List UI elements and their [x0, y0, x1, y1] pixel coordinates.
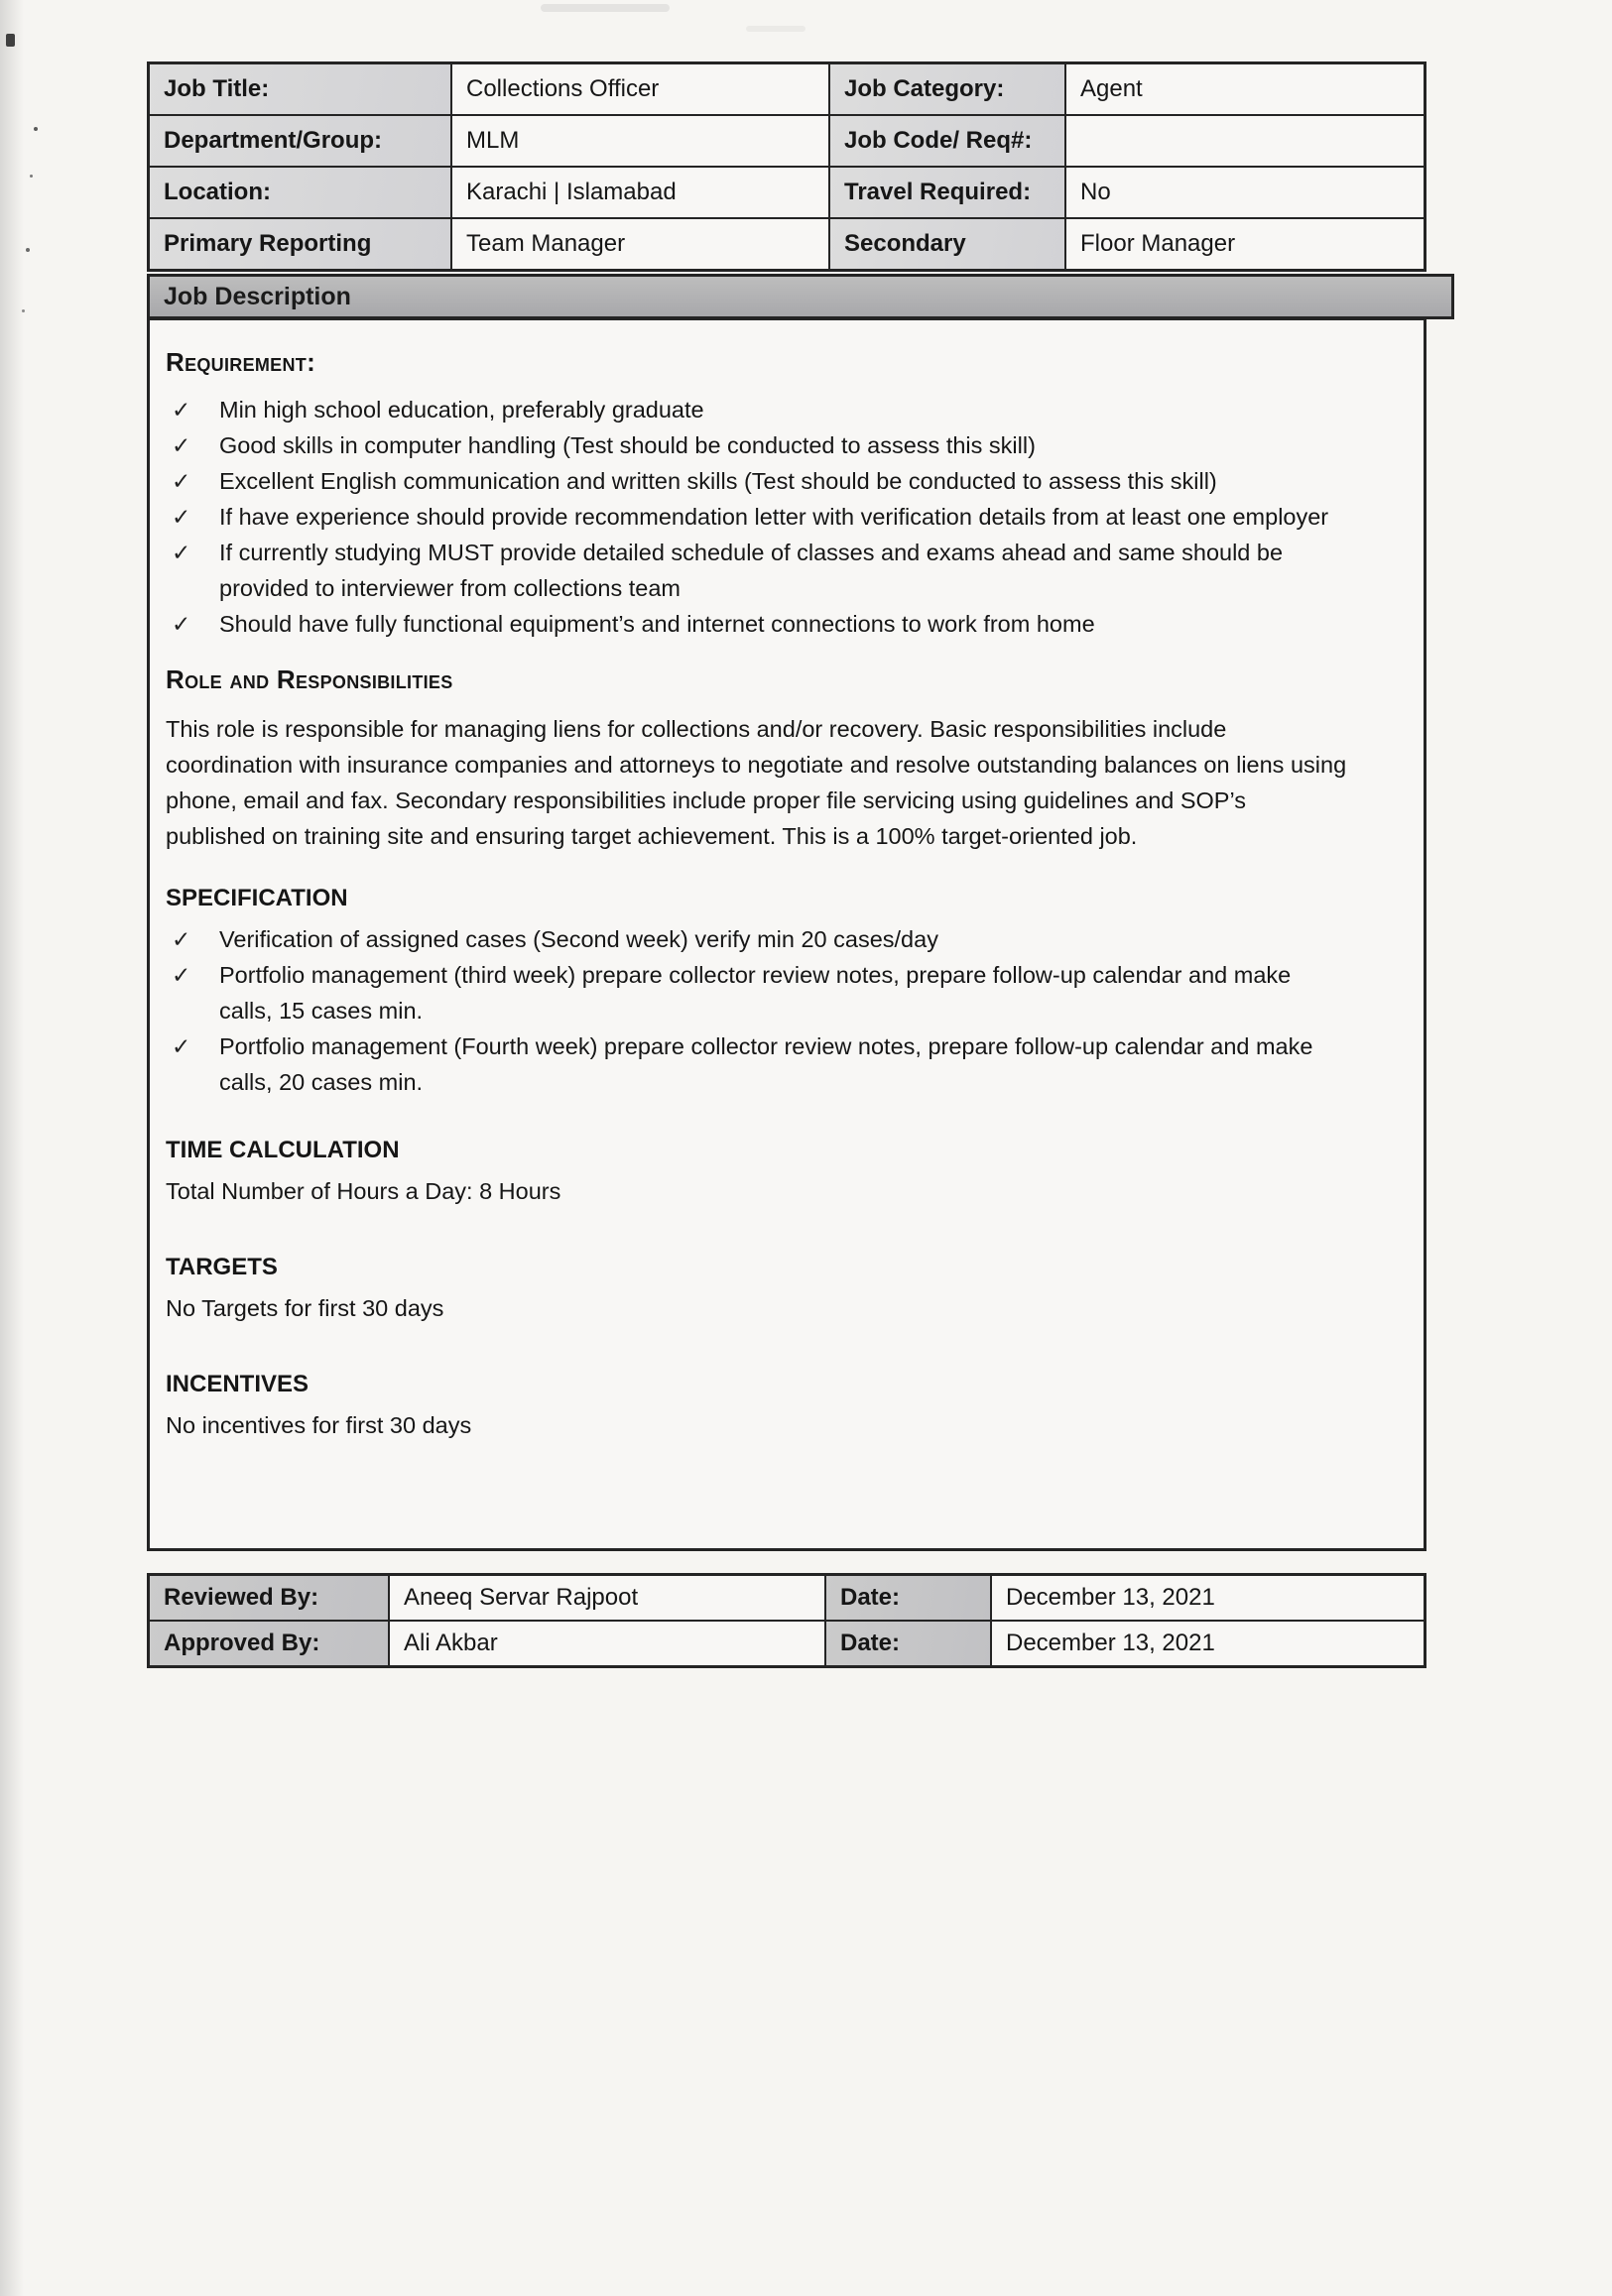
reviewed-by-value: Aneeq Servar Rajpoot: [390, 1576, 824, 1620]
check-icon: ✓: [172, 926, 191, 952]
job-category-label: Job Category:: [830, 64, 1064, 114]
check-icon: ✓: [172, 397, 191, 423]
requirement-item-text: If currently studying MUST provide detailed schedule of classes and exams ahead and same should be provided to interviewer from collections team: [219, 540, 1284, 601]
specification-item: [166, 1028, 1390, 1100]
secondary-reporting-label: Secondary: [830, 219, 1064, 269]
scan-speck: [30, 175, 33, 178]
department-group-value: MLM: [452, 116, 828, 166]
approved-by-label: Approved By:: [150, 1622, 388, 1665]
job-title-label: Job Title:: [150, 64, 450, 114]
requirement-item-text: Good skills in computer handling (Test should be conducted to assess this skill): [219, 432, 1036, 458]
role-responsibilities-paragraph: This role is responsible for managing liens for collections and/or recovery. Basic responsibilities include coordination with insurance companies and attorneys to negotiate and resolve outstanding balances on liens using phone, email and fax. Secondary responsibilities include proper file servicing using guidelines and SOP’s published on training site and ensuring target achievement. This is a 100% target-oriented job.: [166, 716, 1347, 849]
secondary-reporting-value: Floor Manager: [1066, 219, 1424, 269]
scan-speck: [26, 248, 30, 252]
primary-reporting-label: Primary Reporting: [150, 219, 450, 269]
requirement-item: [166, 606, 1390, 642]
check-icon: ✓: [172, 962, 191, 988]
approved-by-value: Ali Akbar: [390, 1622, 824, 1665]
requirement-heading: Requirement:: [166, 347, 316, 377]
incentives-text: No incentives for first 30 days: [166, 1412, 472, 1438]
travel-required-value: No: [1066, 168, 1424, 217]
scan-smudge: [746, 26, 806, 32]
time-calculation-heading: TIME CALCULATION: [166, 1137, 400, 1163]
approved-date-label: Date:: [826, 1622, 990, 1665]
check-icon: ✓: [172, 611, 191, 637]
time-calculation-text: Total Number of Hours a Day: 8 Hours: [166, 1178, 561, 1204]
targets-heading: TARGETS: [166, 1254, 278, 1280]
scan-smudge: [541, 4, 670, 12]
specification-item-text: Portfolio management (third week) prepare collector review notes, prepare follow-up calendar and make calls, 15 cases min.: [219, 962, 1292, 1024]
specification-list: [166, 921, 1390, 1100]
job-code-value: [1066, 116, 1424, 166]
check-icon: ✓: [172, 432, 191, 458]
role-responsibilities-heading: Role and Responsibilities: [166, 665, 453, 694]
job-description-section-title: Job Description: [164, 282, 351, 310]
specification-heading: SPECIFICATION: [166, 885, 348, 911]
targets-text: No Targets for first 30 days: [166, 1295, 444, 1321]
approved-date-value: December 13, 2021: [992, 1622, 1424, 1665]
job-title-value: Collections Officer: [452, 64, 828, 114]
specification-item-text: Portfolio management (Fourth week) prepare collector review notes, prepare follow-up calendar and make calls, 20 cases min.: [219, 1033, 1313, 1095]
check-icon: ✓: [172, 468, 191, 494]
location-label: Location:: [150, 168, 450, 217]
travel-required-label: Travel Required:: [830, 168, 1064, 217]
specification-item: [166, 921, 1390, 957]
specification-item-text: Verification of assigned cases (Second week) verify min 20 cases/day: [219, 926, 938, 952]
department-group-label: Department/Group:: [150, 116, 450, 166]
reviewed-by-label: Reviewed By:: [150, 1576, 388, 1620]
location-value: Karachi | Islamabad: [452, 168, 828, 217]
job-category-value: Agent: [1066, 64, 1424, 114]
job-description-body: [147, 317, 1426, 1551]
signoff-table: [147, 1573, 1426, 1668]
requirement-item: [166, 427, 1390, 463]
requirement-item: [166, 463, 1390, 499]
check-icon: ✓: [172, 504, 191, 530]
requirement-item-text: Should have fully functional equipment’s and internet connections to work from home: [219, 611, 1095, 637]
requirement-item: [166, 499, 1390, 535]
requirement-list: [166, 392, 1390, 642]
check-icon: ✓: [172, 540, 191, 565]
reviewed-date-label: Date:: [826, 1576, 990, 1620]
scan-edge-shadow: [0, 0, 24, 2296]
job-description-section-bar: [147, 274, 1454, 319]
specification-item: [166, 957, 1390, 1028]
incentives-heading: INCENTIVES: [166, 1371, 310, 1397]
scan-speck: [6, 34, 15, 47]
job-info-table: [147, 61, 1426, 272]
check-icon: ✓: [172, 1033, 191, 1059]
scan-speck: [22, 309, 25, 312]
requirement-item-text: Excellent English communication and written skills (Test should be conducted to assess this skill): [219, 468, 1217, 494]
requirement-item: [166, 392, 1390, 427]
primary-reporting-value: Team Manager: [452, 219, 828, 269]
requirement-item-text: If have experience should provide recommendation letter with verification details from at least one employer: [219, 504, 1329, 530]
reviewed-date-value: December 13, 2021: [992, 1576, 1424, 1620]
scan-speck: [34, 127, 38, 131]
requirement-item-text: Min high school education, preferably graduate: [219, 397, 704, 423]
requirement-item: [166, 535, 1390, 606]
job-code-label: Job Code/ Req#:: [830, 116, 1064, 166]
